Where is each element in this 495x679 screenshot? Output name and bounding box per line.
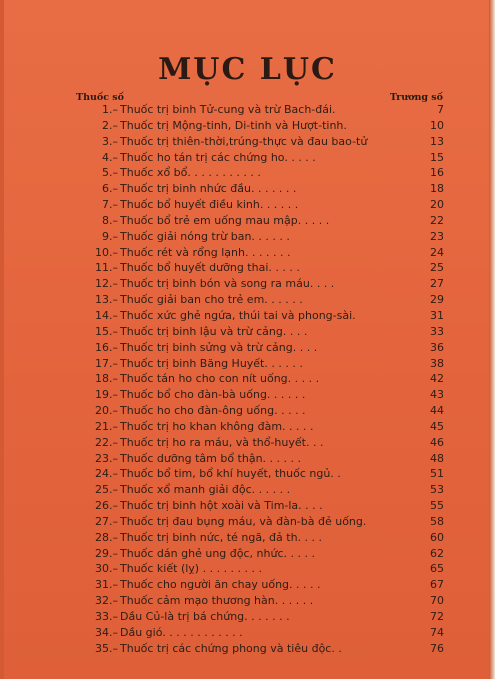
toc-entry <box>84 340 444 356</box>
toc-entry <box>84 371 444 387</box>
toc-entry-page: 22 <box>430 213 444 227</box>
toc-entry-title: Thuốc trị ho khan không đàm. . . . . <box>120 419 314 433</box>
toc-entry <box>84 514 444 530</box>
toc-entry-title: Thuốc trị Mộng-tinh, Di-tinh và Hượt-tinh. <box>120 118 347 132</box>
page-edge-left <box>0 0 4 679</box>
toc-entry-page: 45 <box>430 419 444 433</box>
toc-entry <box>84 134 444 150</box>
toc-entry <box>84 276 444 292</box>
toc-entry-number: 9.– <box>102 229 118 243</box>
toc-entry-number: 20.– <box>95 404 118 418</box>
toc-entry-title: Thuốc giải ban cho trẻ em. . . . . . <box>120 293 303 307</box>
toc-entry-page: 24 <box>430 245 444 259</box>
toc-entry-number: 35.– <box>95 641 118 655</box>
toc-entry <box>84 118 444 134</box>
toc-entry-page: 67 <box>430 578 444 592</box>
toc-entry <box>84 403 444 419</box>
toc-entry-number: 15.– <box>95 324 118 338</box>
toc-entry-page: 25 <box>430 261 444 275</box>
toc-entry-page: 65 <box>430 562 444 576</box>
toc-entry-page: 10 <box>430 118 444 132</box>
toc-entry-number: 11.– <box>95 261 118 275</box>
toc-entry-title: Thuốc xổ manh giải độc. . . . . . <box>120 483 291 497</box>
toc-entry <box>84 561 444 577</box>
toc-entry-title: Thuốc dán ghẻ ung độc, nhức. . . . . <box>120 546 315 560</box>
toc-entry-page: 20 <box>430 198 444 212</box>
toc-entry-number: 7.– <box>102 198 118 212</box>
page-edge-right <box>489 0 495 679</box>
toc-entry-title: Thuốc trị binh Tử-cung và trừ Bach-đái. <box>120 103 336 116</box>
toc-entry-number: 25.– <box>95 483 118 497</box>
toc-entry <box>84 435 444 451</box>
toc-entry-number: 32.– <box>95 594 118 608</box>
toc-entry-title: Thuốc bổ trẻ em uống mau mập. . . . . <box>120 213 330 227</box>
toc-entry-number: 5.– <box>102 166 118 180</box>
toc-entry-page: 43 <box>430 388 444 402</box>
toc-entry-number: 31.– <box>95 578 118 592</box>
toc-entry-page: 51 <box>430 467 444 481</box>
toc-entry-page: 60 <box>430 530 444 544</box>
toc-entry-page: 74 <box>430 625 444 639</box>
toc-entry <box>84 546 444 562</box>
toc-entry-title: Thuốc trị binh nhức đầu. . . . . . . <box>120 182 297 196</box>
toc-entry-title: Thuốc bổ tim, bổ khí huyết, thuốc ngủ. . <box>120 467 341 481</box>
toc-entry-title: Thuốc bổ cho đàn-bà uống. . . . . . <box>120 388 306 402</box>
toc-entry <box>84 466 444 482</box>
toc-entry-page: 44 <box>430 404 444 418</box>
toc-entry-title: Thuốc trị đau bụng máu, và đàn-bà đẻ uống. <box>120 514 367 528</box>
toc-entry-number: 16.– <box>95 340 118 354</box>
toc-entry-number: 21.– <box>95 419 118 433</box>
toc-entry <box>84 308 444 324</box>
toc-entry-title: Thuốc ho tán trị các chứng ho. . . . . <box>120 150 316 164</box>
toc-entry-title: Thuốc kiết (lỵ) . . . . . . . . . <box>120 562 263 576</box>
toc-entry <box>84 530 444 546</box>
toc-entry-page: 70 <box>430 594 444 608</box>
toc-entry-number: 22.– <box>95 435 118 449</box>
toc-entry <box>84 593 444 609</box>
toc-entry-number: 17.– <box>95 356 118 370</box>
toc-entry-page: 31 <box>430 308 444 322</box>
toc-entry <box>84 419 444 435</box>
toc-entry-page: 42 <box>430 372 444 386</box>
toc-entry-page: 27 <box>430 277 444 291</box>
toc-entry-number: 26.– <box>95 499 118 513</box>
toc-entry-number: 23.– <box>95 451 118 465</box>
toc-entry-number: 1.– <box>102 103 118 116</box>
toc-entry <box>84 292 444 308</box>
toc-entry-number: 24.– <box>95 467 118 481</box>
toc-entry-title: Thuốc dưỡng tâm bổ thận. . . . . . <box>120 451 302 465</box>
toc-entry-title: Thuốc cho người ăn chay uống. . . . . <box>120 578 321 592</box>
page-title: MỤC LỤC <box>158 52 337 87</box>
toc-entry <box>84 356 444 372</box>
toc-entry <box>84 102 444 118</box>
toc-entry-title: Thuốc trị các chứng phong và tiêu độc. . <box>120 641 342 655</box>
toc-entry-page: 53 <box>430 483 444 497</box>
toc-entry-page: 48 <box>430 451 444 465</box>
column-header-right: Trương số <box>389 92 443 103</box>
toc-entry-title: Thuốc trị binh nức, té ngã, đả th. . . . <box>120 530 323 544</box>
toc-entry <box>84 150 444 166</box>
toc-entry-page: 36 <box>430 340 444 354</box>
toc-entry-page: 7 <box>437 103 444 116</box>
toc-entry <box>84 451 444 467</box>
toc-entry-title: Thuốc xổ bổ. . . . . . . . . . . <box>120 166 261 180</box>
toc-entry <box>84 181 444 197</box>
toc-entry-title: Thuốc bổ huyết điều kinh. . . . . . <box>120 198 299 212</box>
toc-entry-page: 33 <box>430 324 444 338</box>
toc-entry-title: Thuốc trị binh hột xoài và Tim-la. . . . <box>120 499 323 513</box>
column-header-left: Thuốc số <box>76 92 124 103</box>
toc-entry-number: 6.– <box>102 182 118 196</box>
toc-entry-page: 46 <box>430 435 444 449</box>
toc-entry <box>84 482 444 498</box>
toc-entry-number: 2.– <box>102 118 118 132</box>
toc-entry-page: 72 <box>430 610 444 623</box>
toc-entry-page: 18 <box>430 182 444 196</box>
toc-entry-page: 62 <box>430 546 444 560</box>
toc-entry-title: Thuốc trị binh Băng Huyết. . . . . . <box>120 356 303 370</box>
toc-entry-number: 34.– <box>95 625 118 639</box>
toc-entry <box>84 577 444 593</box>
toc-entry-number: 29.– <box>95 546 118 560</box>
toc-entry-page: 16 <box>430 166 444 180</box>
toc-entry-number: 3.– <box>102 134 118 148</box>
toc-entry-title: Thuốc trị ho ra máu, và thổ-huyết. . . <box>120 435 324 449</box>
toc-entry-title: Thuốc giải nóng trừ ban. . . . . . <box>120 229 290 243</box>
toc-entry-title: Thuốc rét và rổng lạnh. . . . . . . <box>120 245 291 259</box>
toc-entry <box>84 498 444 514</box>
toc-entry-title: Dầu gió. . . . . . . . . . . . <box>120 625 243 639</box>
toc-entry-number: 33.– <box>95 610 118 623</box>
toc-entry-page: 58 <box>430 514 444 528</box>
toc-entry-page: 15 <box>430 150 444 164</box>
toc-entry-title: Thuốc trị binh bón và song ra máu. . . . <box>120 277 335 291</box>
toc-entry <box>84 641 444 657</box>
toc-entry-title: Thuốc trị binh lậu và trừ cảng. . . . <box>120 324 308 338</box>
toc-entry-page: 29 <box>430 293 444 307</box>
toc-entry-number: 18.– <box>95 372 118 386</box>
toc-entry-number: 28.– <box>95 530 118 544</box>
toc-entry-title: Thuốc tán ho cho con nít uống. . . . . <box>120 372 320 386</box>
toc-entry-page: 76 <box>430 641 444 655</box>
toc-entry-page: 38 <box>430 356 444 370</box>
toc-entry <box>84 260 444 276</box>
toc-entry-title: Thuốc ho cho đàn-ông uống. . . . . <box>120 404 306 418</box>
toc-entry-title: Thuốc cảm mạo thương hàn. . . . . . <box>120 594 314 608</box>
toc-entry-title: Dầu Củ-là trị bá chứng. . . . . . . <box>120 610 290 623</box>
toc-list <box>84 102 444 657</box>
toc-entry-title: Thuốc xức ghẻ ngứa, thúi tai và phong-sài. <box>120 308 356 322</box>
toc-entry <box>84 625 444 641</box>
toc-entry-number: 19.– <box>95 388 118 402</box>
toc-entry-page: 13 <box>430 134 444 148</box>
toc-entry-number: 8.– <box>102 213 118 227</box>
toc-entry <box>84 213 444 229</box>
toc-entry <box>84 387 444 403</box>
toc-entry <box>84 165 444 181</box>
toc-entry <box>84 229 444 245</box>
toc-entry-number: 10.– <box>95 245 118 259</box>
toc-entry-number: 14.– <box>95 308 118 322</box>
toc-entry-number: 30.– <box>95 562 118 576</box>
toc-entry-number: 27.– <box>95 514 118 528</box>
toc-entry-title: Thuốc trị binh sửng và trừ cảng. . . . <box>120 340 318 354</box>
toc-entry <box>84 245 444 261</box>
toc-entry-title: Thuốc bổ huyết dưỡng thai. . . . . <box>120 261 300 275</box>
toc-entry-number: 4.– <box>102 150 118 164</box>
toc-entry-number: 13.– <box>95 293 118 307</box>
toc-entry <box>84 324 444 340</box>
toc-entry-page: 23 <box>430 229 444 243</box>
toc-entry-title: Thuốc trị thiên-thời,trúng-thực và đau bao-tử <box>120 134 368 148</box>
toc-entry <box>84 197 444 213</box>
toc-entry <box>84 609 444 625</box>
toc-entry-page: 55 <box>430 499 444 513</box>
toc-entry-number: 12.– <box>95 277 118 291</box>
